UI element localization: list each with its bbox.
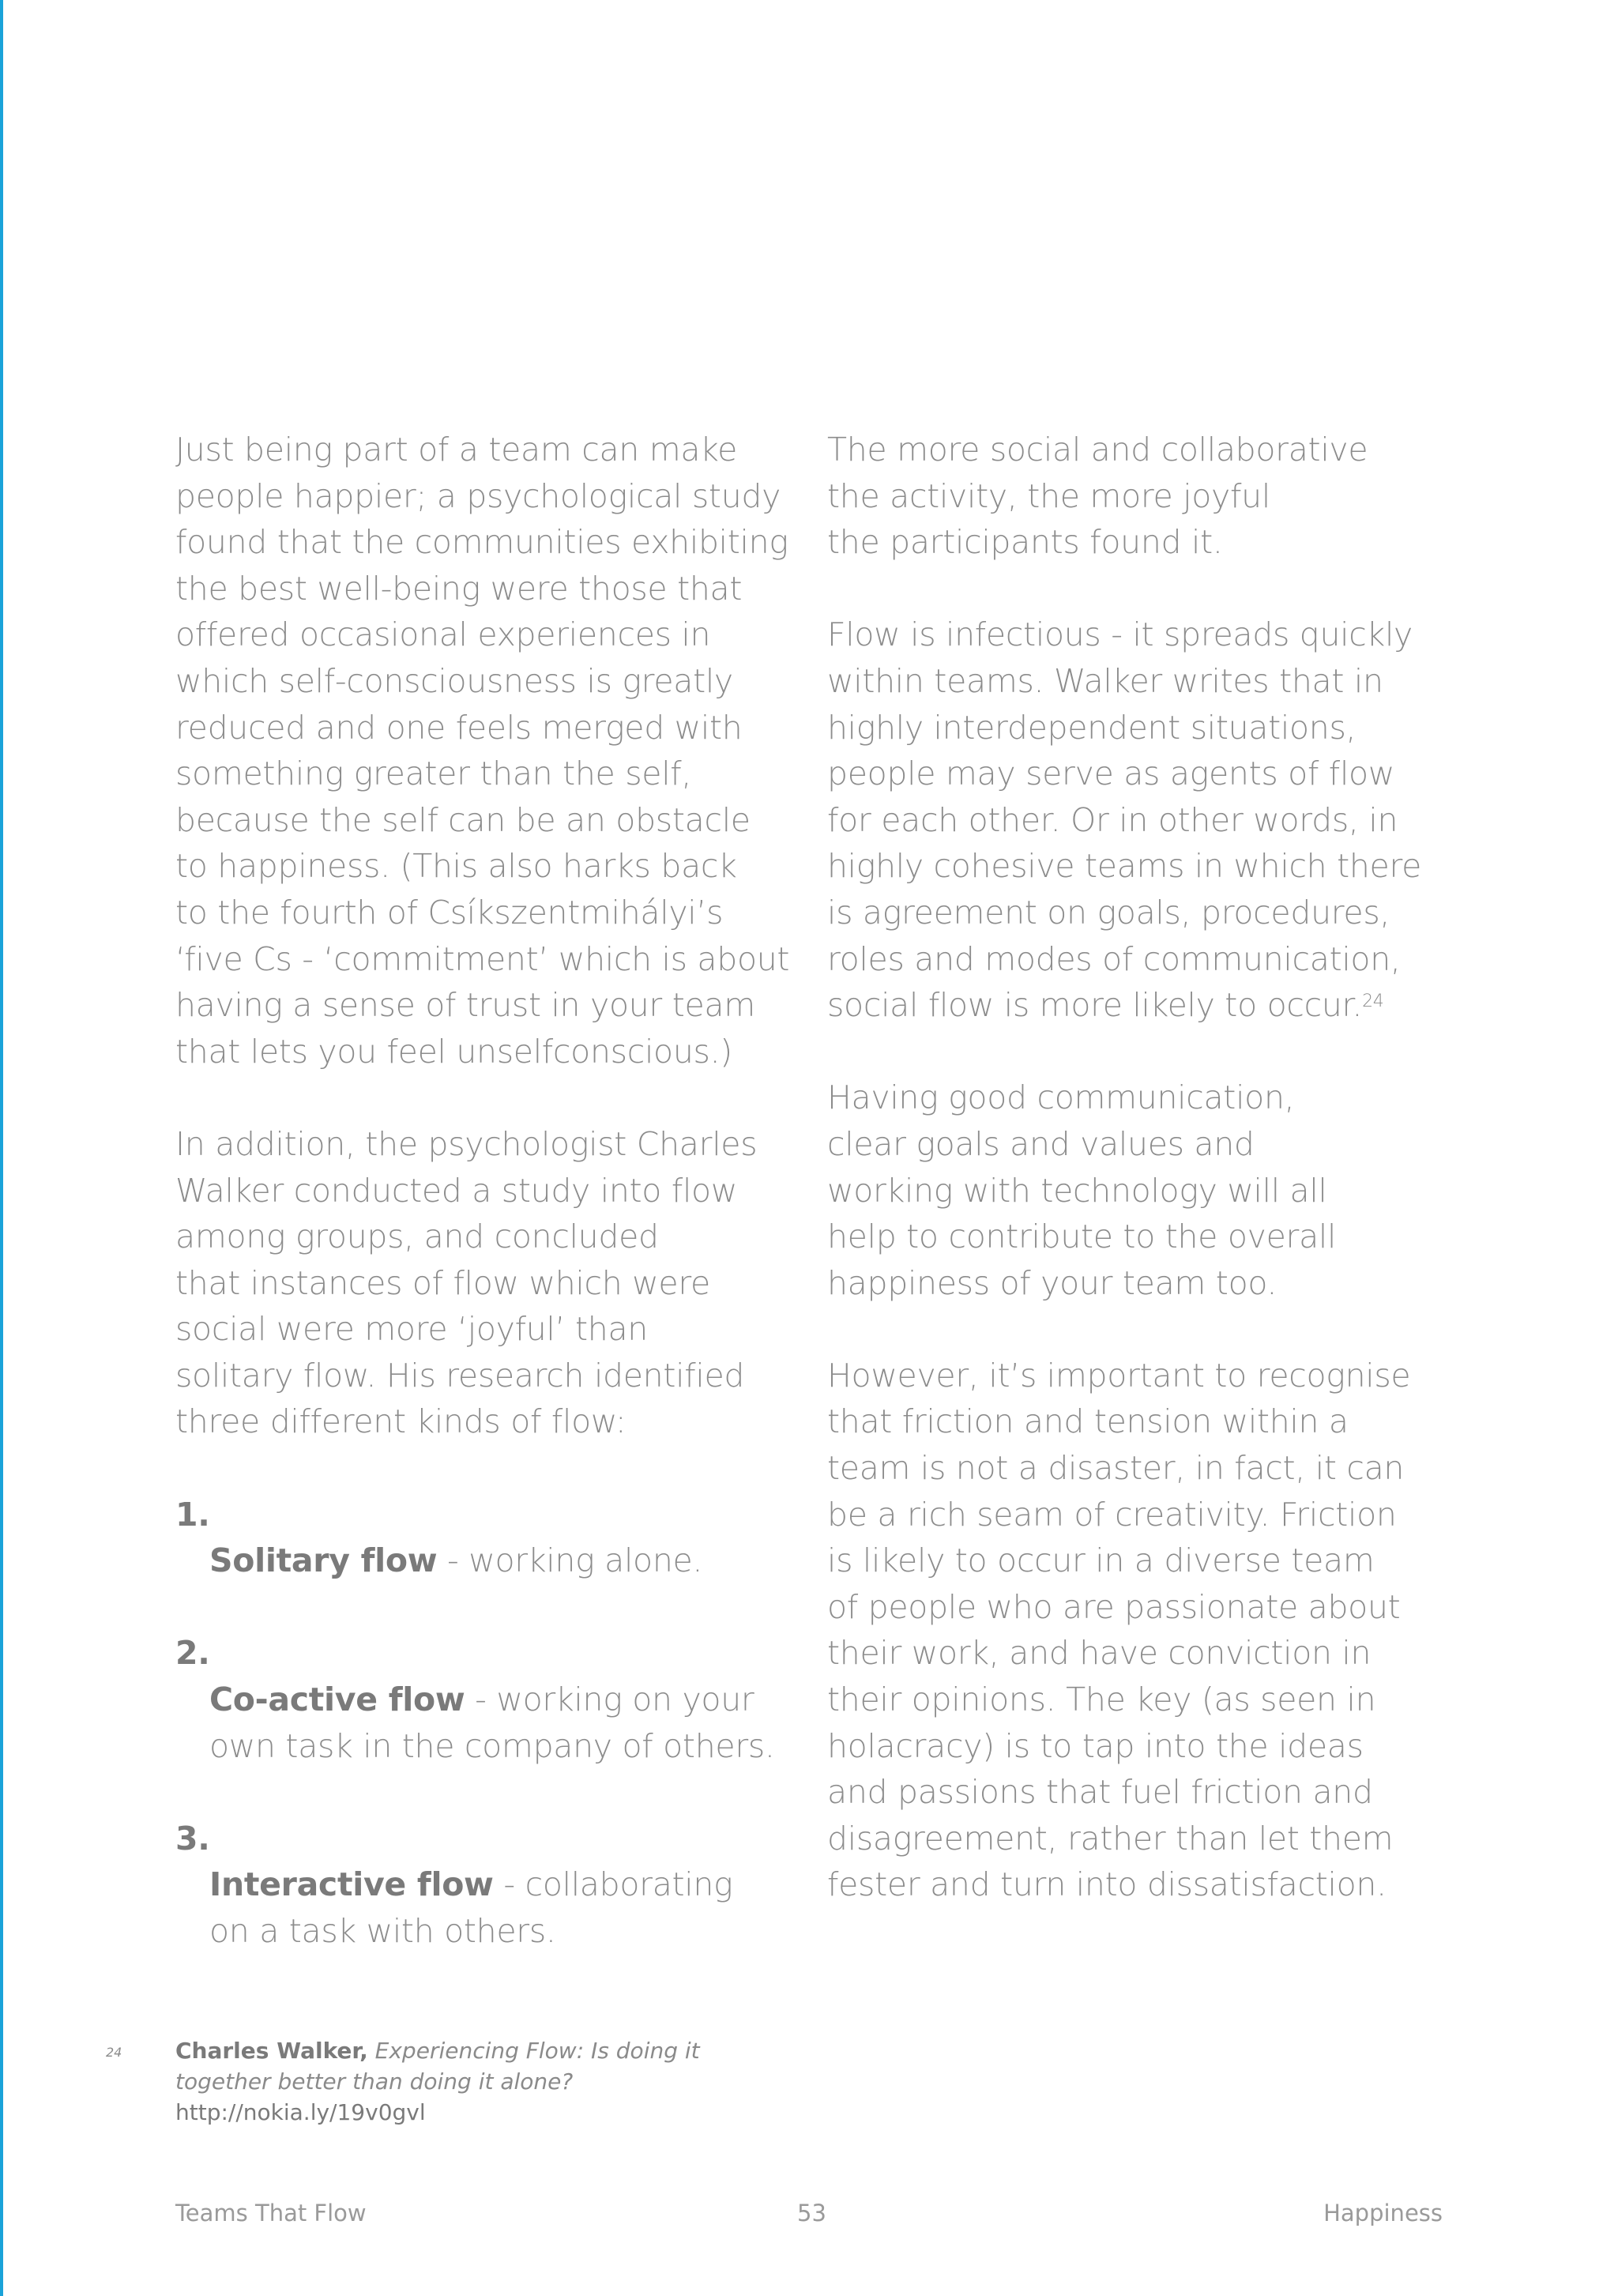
footnote-body	[175, 2035, 776, 2128]
footnote-marker: 24	[106, 2045, 122, 2060]
right-column	[827, 427, 1459, 1955]
footnote-url-link[interactable]: http://nokia.ly/19v0gvl	[175, 2099, 426, 2125]
list-term: Interactive flow	[209, 1865, 494, 1904]
list-description: - working alone.	[437, 1541, 703, 1580]
list-number: 2.	[175, 1634, 210, 1673]
list-item-solitary-flow	[175, 1492, 807, 1584]
footer-section-title: Happiness	[1323, 2200, 1443, 2226]
right-paragraph-4: However, it’s important to recognise that friction and tension within a team is not a disaster, in fact, it can be a rich seam of creativity. Friction is likely to occur in a diverse team of people who are passionate about their work, and have conviction in their opinions. The key (as seen in holacracy) is to tap into the ideas and passions that fuel friction and disagreement, rather than let them fester and turn into dissatisfaction.	[827, 1356, 1411, 1904]
left-paragraph-1: Just being part of a team can make people happier; a psychological study found that the communities exhibiting the best well-being were those that offered occasional experiences in which self-consciousness is greatly reduced and one feels merged with something greater than the self, because the self can be an obstacle to happiness. (This also harks back to the fourth of Csíkszentmihályi’s ‘five Cs - ‘commitment’ which is about having a sense of trust in your team that lets you feel unselfconscious.)	[175, 431, 790, 1071]
footnote-reference[interactable]: 24	[1362, 992, 1384, 1012]
footnote-title: Experiencing Flow: Is doing it together better than doing it alone?	[175, 2038, 700, 2095]
list-term: Solitary flow	[209, 1541, 438, 1580]
footer-page-number: 53	[797, 2200, 826, 2226]
left-column	[175, 427, 807, 2001]
right-paragraph-3: Having good communication, clear goals and values and working with technology will all help to contribute to the overall happiness of your team too.	[827, 1078, 1337, 1302]
list-item-interactive-flow	[175, 1816, 807, 1955]
footer-book-title: Teams That Flow	[175, 2200, 367, 2226]
list-description: - working on your own task in the company of others.	[209, 1681, 775, 1765]
list-term: Co-active flow	[209, 1681, 465, 1719]
right-paragraph-1: The more social and collaborative the activity, the more joyful the participants found it.	[827, 431, 1368, 562]
page-edge-line	[0, 0, 3, 2296]
footnote-author: Charles Walker,	[175, 2038, 368, 2064]
list-item-co-active-flow	[175, 1630, 807, 1769]
list-number: 1.	[175, 1495, 210, 1534]
left-paragraph-2: In addition, the psychologist Charles Walker conducted a study into flow among groups, and concluded that instances of flow which were social were more ‘joyful’ than solitary flow. His research identified three different kinds of flow:	[175, 1124, 758, 1441]
list-number: 3.	[175, 1819, 210, 1858]
right-paragraph-2	[827, 612, 1459, 1028]
right-paragraph-2-text: Flow is infectious - it spreads quickly within teams. Walker writes that in highly interdependent situations, people may serve as agents of flow for each other. Or in other words, in highly cohesive teams in which there is agreement on goals, procedures, roles and modes of communication, social flow is more likely to occur.	[827, 615, 1422, 1025]
list-description: - collaborating on a task with others.	[209, 1865, 733, 1950]
